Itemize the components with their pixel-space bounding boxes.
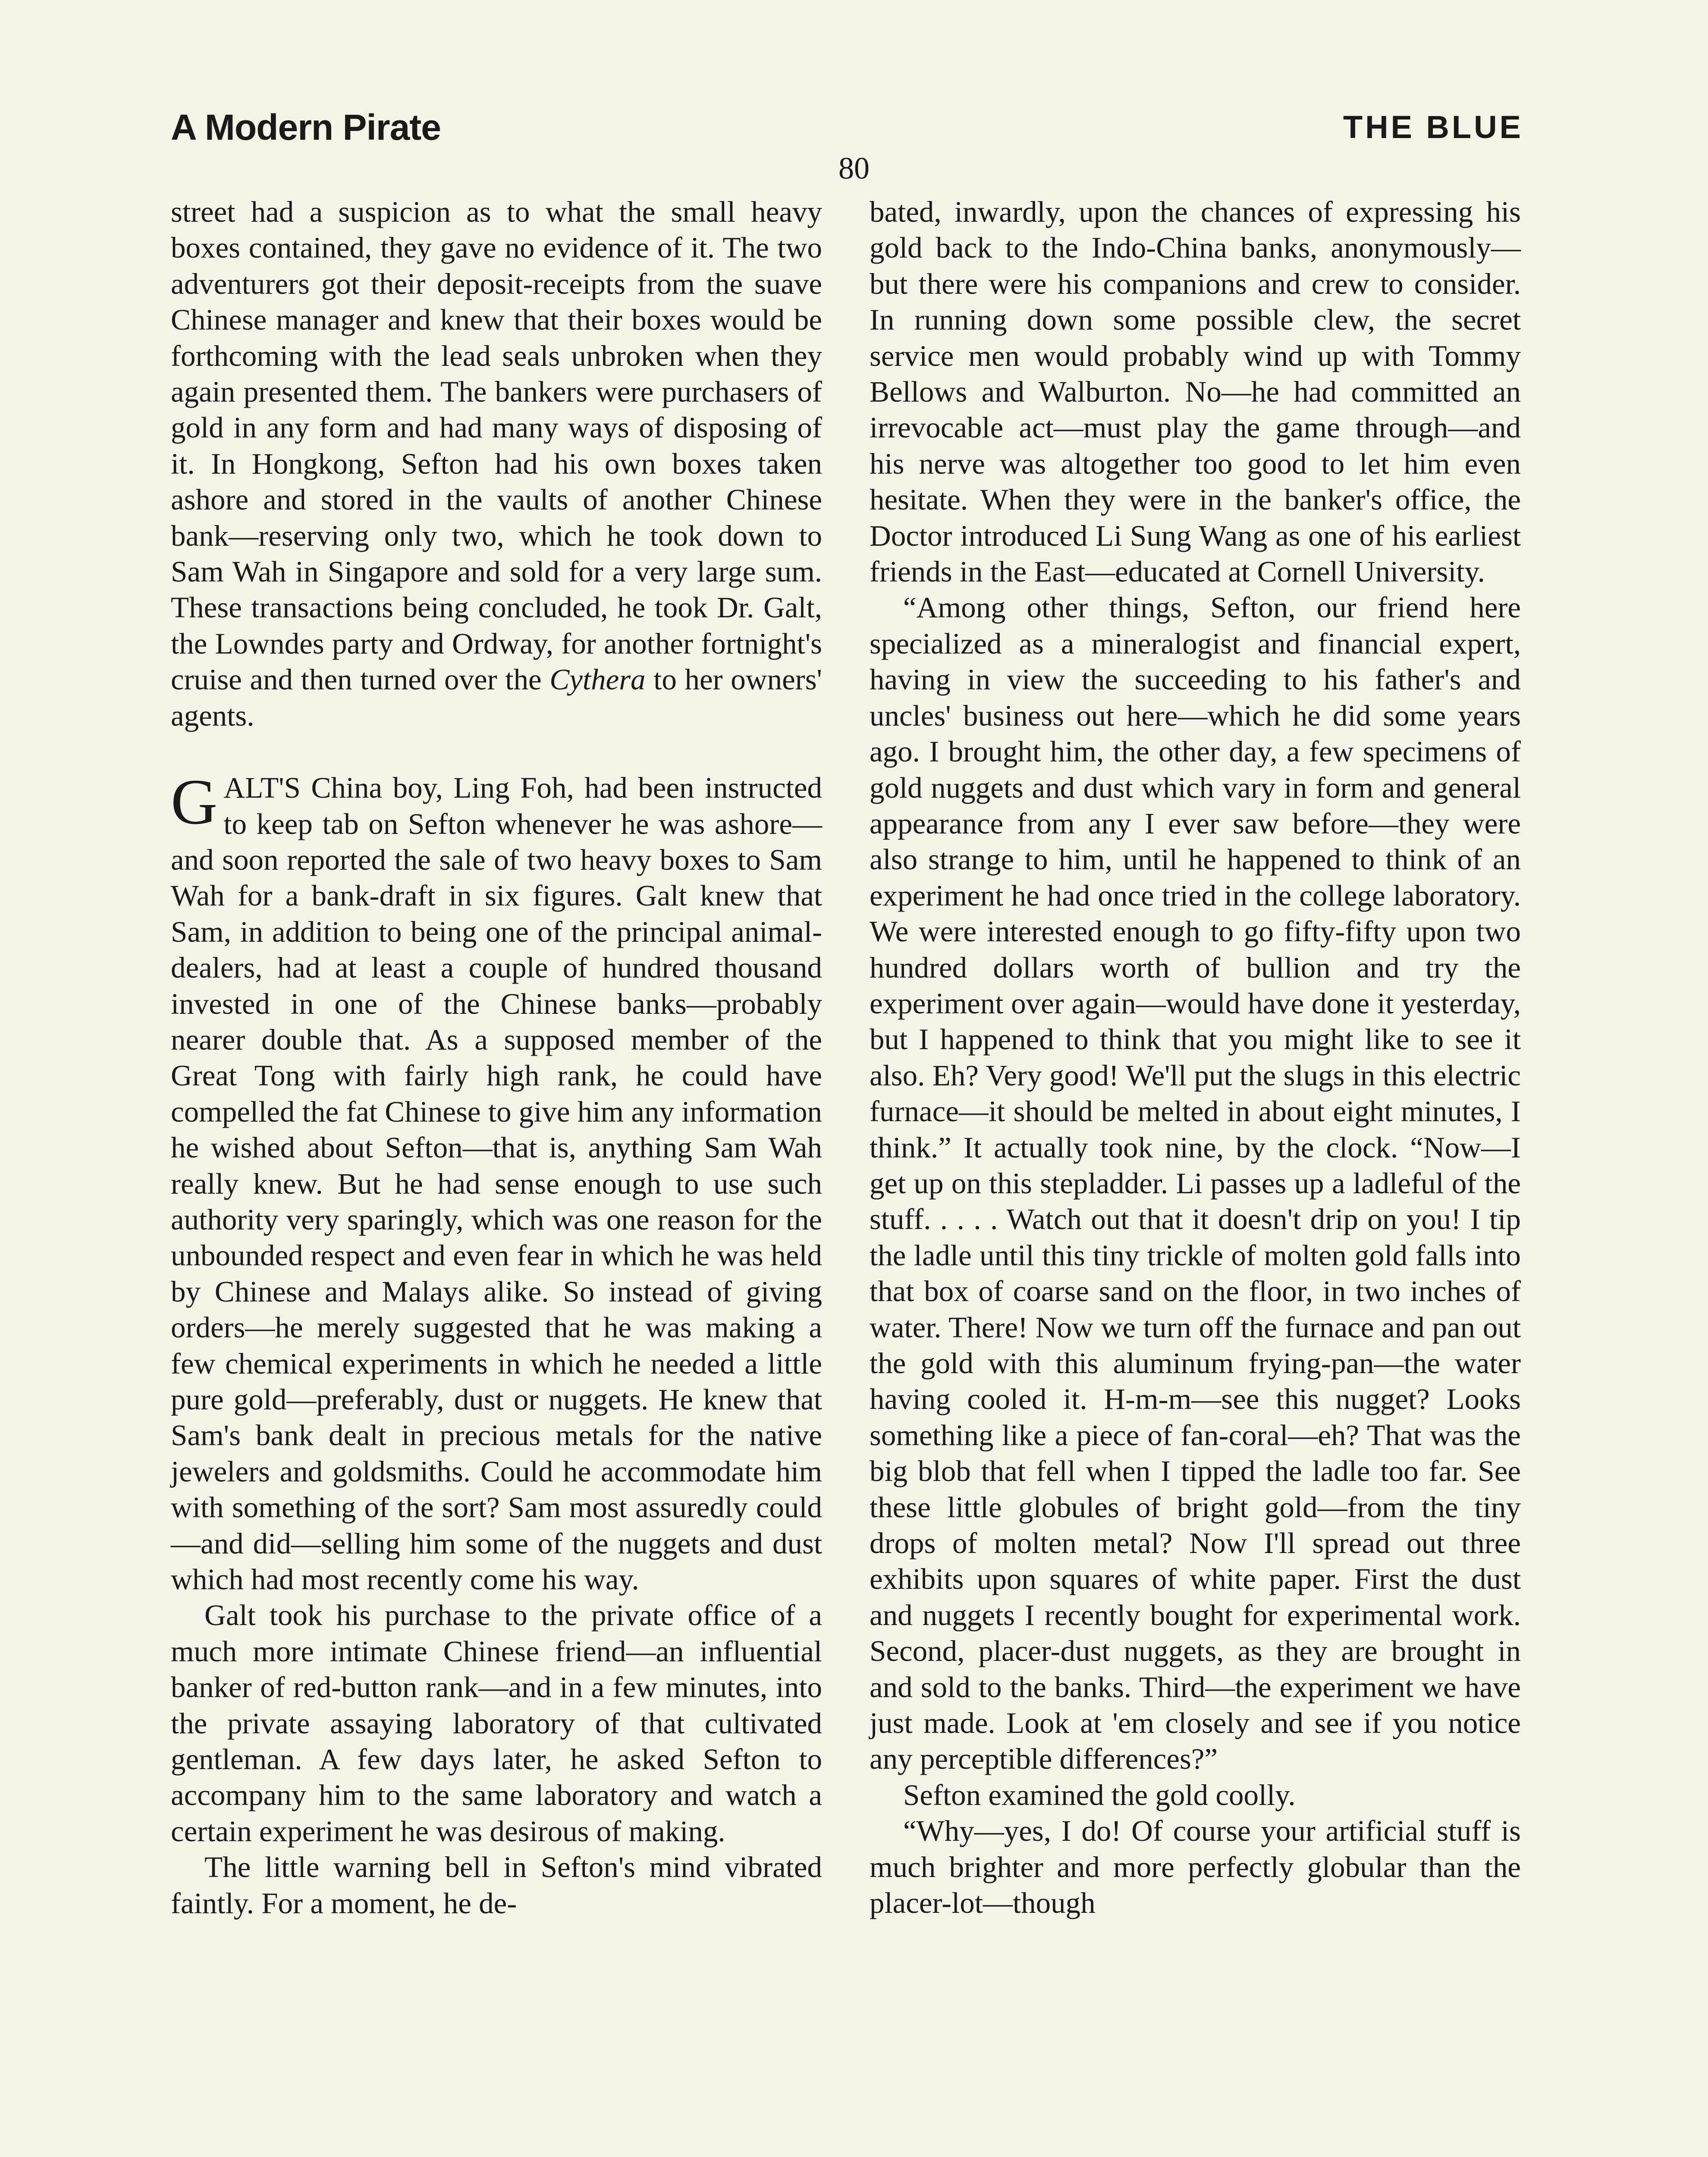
paragraph (171, 194, 822, 734)
paragraph: “Why—yes, I do! Of course your artificial stuff is much brighter and more perfectly globular than the placer-lot—though (870, 1814, 1521, 1920)
paragraph-text: street had a suspicion as to what the small heavy boxes contained, they gave no evidence of it. The two adventurers got their deposit-receipts from the suave Chinese manager and knew that their boxes would be forthcoming with the lead seals unbroken when they again presented them. The bankers were purchasers of gold in any form and had many ways of disposing of it. In Hongkong, Sefton had his own boxes taken ashore and stored in the vaults of another Chinese bank—reserving only two, which he took down to Sam Wah in Singapore and sold for a very large sum. These transactions being concluded, he took Dr. Galt, the Lowndes party and Ordway, for another fortnight's cruise and then turned over the (171, 195, 822, 696)
paragraph-text: ALT'S China boy, Ling Foh, had been instructed to keep tab on Sefton whenever he was ashore—and soon reported the sale of two heavy boxes to Sam Wah for a bank-draft in six figures. Galt knew that Sam, in addition to being one of the principal animal-dealers, had at least a couple of hundred thousand invested in one of the Chinese banks—probably nearer double that. As a supposed member of the Great Tong with fairly high rank, he could have compelled the fat Chinese to give him any information he wished about Sefton—that is, anything Sam Wah really knew. But he had sense enough to use such authority very sparingly, which was one reason for the unbounded respect and even fear in which he was held by Chinese and Malays alike. So instead of giving orders—he merely suggested that he was making a few chemical experiments in which he needed a little pure gold—preferably, dust or nuggets. He knew that Sam's bank dealt in precious metals for the native jewelers and goldsmiths. Could he accommodate him with something of the sort? Sam most assuredly could—and did—selling him some of the nuggets and dust which had most recently come his way. (171, 771, 822, 1596)
paragraph: The little warning bell in Sefton's mind vibrated faintly. For a moment, he de- (171, 1851, 822, 1920)
drop-cap: G (171, 766, 218, 838)
left-column (171, 194, 822, 1921)
ship-name: Cythera (549, 663, 646, 696)
page-number: 80 (838, 151, 870, 186)
paragraph-text: to her owners' agents. (171, 663, 822, 732)
paragraph: Galt took his purchase to the private office of a much more intimate Chinese friend—an influential banker of red-button rank—and in a few minutes, into the private assaying laboratory of that cultivated gentleman. A few days later, he asked Sefton to accompany him to the same laboratory and watch a certain experiment he was desirous of making. (171, 1599, 822, 1848)
paragraph (171, 766, 822, 1597)
paragraph: bated, inwardly, upon the chances of expressing his gold back to the Indo-China banks, anonymously—but there were his companions and crew to consider. In running down some possible clew, the secret service men would probably wind up with Tommy Bellows and Walburton. No—he had committed an irrevocable act—must play the game through—and his nerve was altogether too good to let him even hesitate. When they were in the banker's office, the Doctor introduced Li Sung Wang as one of his earliest friends in the East—educated at Cornell University. (870, 195, 1521, 588)
magazine-name: THE BLUE (1343, 109, 1523, 145)
paragraph: Sefton examined the gold coolly. (903, 1778, 1296, 1811)
right-column (870, 194, 1521, 1921)
story-title: A Modern Pirate (171, 107, 441, 148)
paragraph: “Among other things, Sefton, our friend here specialized as a mineralogist and financial expert, having in view the succeeding to his father's and uncles' business out here—which he did some years ago. I brought him, the other day, a few specimens of gold nuggets and dust which vary in form and general appearance from any I ever saw before—they were also strange to him, until he happened to think of an experiment he had once tried in the college laboratory. We were interested enough to go fifty-fifty upon two hundred dollars worth of bullion and try the experiment over again—would have done it yesterday, but I happened to think that you might like to see it also. Eh? Very good! We'll put the slugs in this electric furnace—it should be melted in about eight minutes, I think.” It actually took nine, by the clock. “Now—I get up on this stepladder. Li passes up a ladleful of the stuff. . . . . Watch out that it doesn't drip on you! I tip the ladle until this tiny trickle of molten gold falls into that box of coarse sand on the floor, in two inches of water. There! Now we turn off the furnace and pan out the gold with this aluminum frying-pan—the water having cooled it. H-m-m—see this nugget? Looks something like a piece of fan-coral—eh? That was the big blob that fell when I tipped the ladle too far. See these little globules of bright gold—from the tiny drops of molten metal? Now I'll spread out three exhibits upon squares of white paper. First the dust and nuggets I recently bought for experimental work. Second, placer-dust nuggets, as they are brought in and sold to the banks. Third—the experiment we have just made. Look at 'em closely and see if you notice any perceptible differences?” (870, 591, 1521, 1776)
